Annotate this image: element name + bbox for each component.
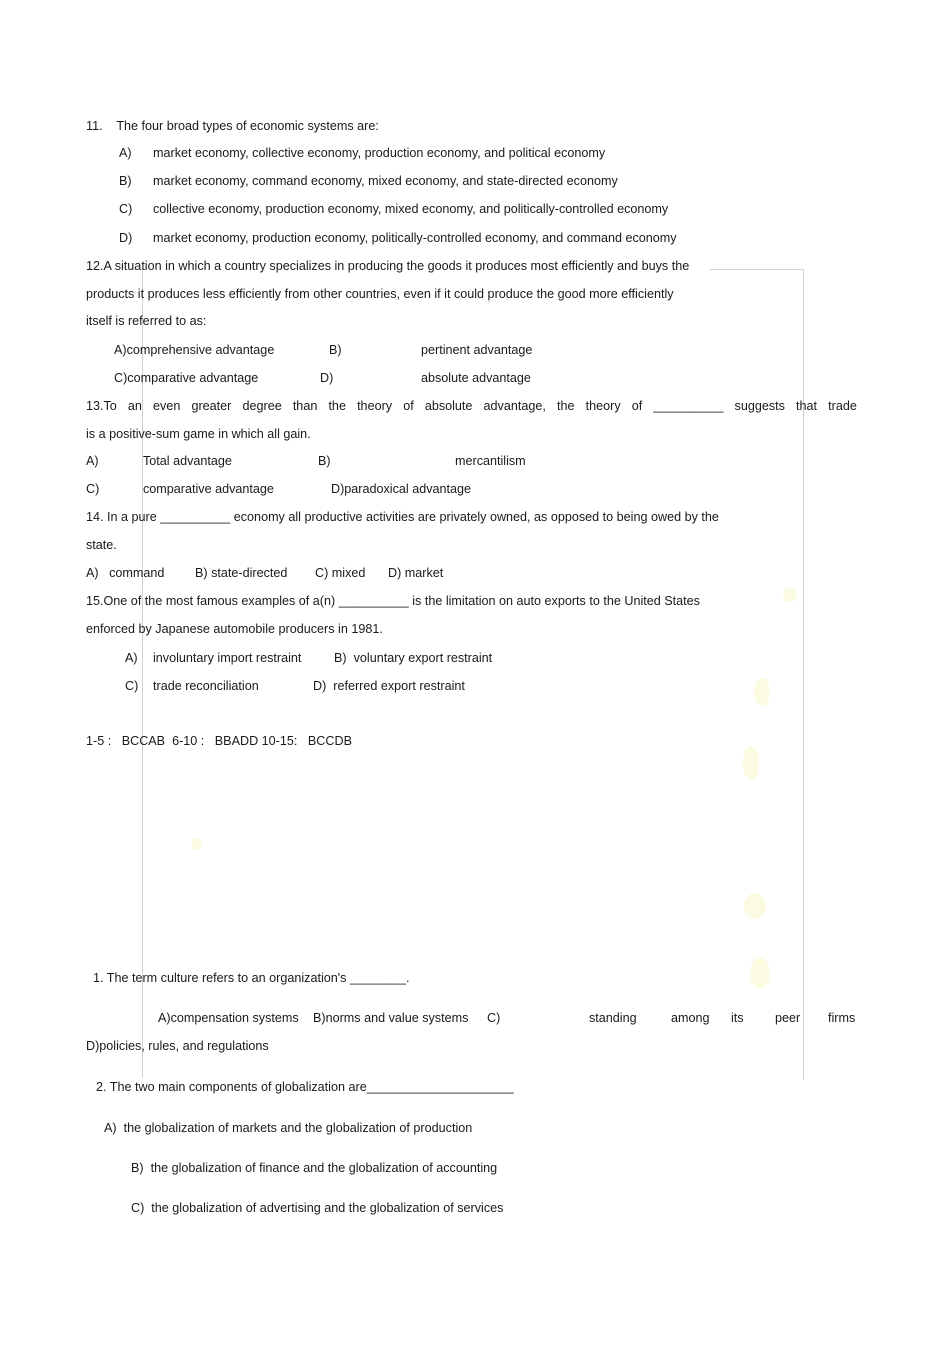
stain-mark [192, 838, 202, 850]
p2-stem: 2. The two main components of globalization are_____________________ [96, 1080, 514, 1094]
q12-option-a: A)comprehensive advantage [114, 343, 275, 357]
q15-option-c-letter: C) [125, 679, 139, 693]
answer-key: 1-5 : BCCAB 6-10 : BBADD 10-15: BCCDB [86, 734, 352, 748]
q14-option-c: C) mixed [315, 566, 366, 580]
q13-word: suggests [734, 399, 785, 413]
q13-option-d: D)paradoxical advantage [331, 482, 472, 496]
q11-option-b-letter: B) [119, 174, 132, 188]
q13-word: than [292, 399, 318, 413]
q13-word: an [127, 399, 142, 413]
p2-option-c: C) the globalization of advertising and the globalization of services [131, 1201, 504, 1215]
q13-word: greater [191, 399, 232, 413]
q12-option-d-text: absolute advantage [421, 371, 531, 385]
question-13-stem-line2: is a positive-sum game in which all gain. [86, 427, 311, 441]
question-12-stem-line1: 12.A situation in which a country specializes in producing the goods it produces most efficiently and buys the [86, 259, 690, 273]
q13-word: of [631, 399, 643, 413]
q12-option-c: C)comparative advantage [114, 371, 259, 385]
question-13-stem-line1 [86, 398, 857, 414]
q11-option-d-text: market economy, production economy, politically-controlled economy, and command economy [153, 231, 677, 245]
stain-mark [743, 746, 759, 780]
q15-option-b: B) voluntary export restraint [334, 651, 493, 665]
question-12-stem-line2: products it produces less efficiently from other countries, even if it could produce the good more efficiently [86, 287, 674, 301]
q13-word: advantage, [483, 399, 546, 413]
q11-option-c-letter: C) [119, 202, 133, 216]
q12-option-b-text: pertinent advantage [421, 343, 533, 357]
q13-word: that [796, 399, 818, 413]
q13-option-a-text: Total advantage [143, 454, 232, 468]
p2-option-b: B) the globalization of finance and the globalization of accounting [131, 1161, 498, 1175]
q13-word: theory [585, 399, 621, 413]
question-15-stem-line1: 15.One of the most famous examples of a(n) __________ is the limitation on auto exports to the United States [86, 594, 700, 608]
q13-blank: __________ [653, 399, 724, 413]
question-14-stem-line2: state. [86, 538, 117, 552]
q15-option-a-letter: A) [125, 651, 138, 665]
stain-mark [750, 958, 770, 988]
q13-word: the [328, 399, 346, 413]
q13-option-c-letter: C) [86, 482, 100, 496]
q13-word: even [153, 399, 181, 413]
q12-option-d-letter: D) [320, 371, 334, 385]
p1-option-c-word: peer [775, 1011, 801, 1025]
question-14-stem-line1: 14. In a pure __________ economy all productive activities are privately owned, as opposed to being owed by the [86, 510, 719, 524]
p2-option-a: A) the globalization of markets and the globalization of production [104, 1121, 473, 1135]
p1-options-line1 [86, 1010, 857, 1026]
q15-option-c-text: trade reconciliation [153, 679, 259, 693]
stain-mark [754, 678, 770, 706]
q13-option-c-text: comparative advantage [143, 482, 274, 496]
question-12-stem-line3: itself is referred to as: [86, 314, 207, 328]
q13-word: trade [828, 399, 857, 413]
q13-option-b-text: mercantilism [455, 454, 526, 468]
q15-option-d: D) referred export restraint [313, 679, 465, 693]
p1-option-c-word: among [671, 1011, 710, 1025]
q11-option-a-text: market economy, collective economy, production economy, and political economy [153, 146, 606, 160]
question-11-stem: 11. The four broad types of economic systems are: [86, 119, 379, 133]
stain-mark [744, 893, 766, 919]
p1-option-d: D)policies, rules, and regulations [86, 1039, 269, 1053]
q14-option-d: D) market [388, 566, 444, 580]
p1-option-c-word: firms [828, 1011, 856, 1025]
q12-option-b-letter: B) [329, 343, 342, 357]
q13-option-b-letter: B) [318, 454, 331, 468]
q14-option-a: A) command [86, 566, 165, 580]
q11-option-b-text: market economy, command economy, mixed economy, and state-directed economy [153, 174, 618, 188]
q13-word: of [403, 399, 414, 413]
q11-option-c-text: collective economy, production economy, mixed economy, and politically-controlled economy [153, 202, 669, 216]
scan-border-top [710, 269, 804, 270]
q11-option-a-letter: A) [119, 146, 132, 160]
scan-border-right [803, 270, 804, 1080]
q11-option-d-letter: D) [119, 231, 133, 245]
q13-word: absolute [424, 399, 473, 413]
q15-option-a-text: involuntary import restraint [153, 651, 302, 665]
q13-word: the [556, 399, 575, 413]
p1-option-a: A)compensation systems [158, 1011, 299, 1025]
question-15-stem-line2: enforced by Japanese automobile producers in 1981. [86, 622, 383, 636]
p1-option-b: B)norms and value systems [313, 1011, 469, 1025]
p1-stem: 1. The term culture refers to an organization's ________. [93, 971, 410, 985]
p1-option-c-letter: C) [487, 1011, 501, 1025]
q14-option-b: B) state-directed [195, 566, 288, 580]
q13-word: degree [242, 399, 282, 413]
q13-word: theory [357, 399, 393, 413]
p1-option-c-word: standing [589, 1011, 637, 1025]
stain-mark [783, 588, 797, 602]
q13-option-a-letter: A) [86, 454, 99, 468]
scan-border-left [142, 270, 143, 1078]
p1-option-c-word: its [731, 1011, 744, 1025]
q13-word: 13.To [86, 399, 117, 413]
